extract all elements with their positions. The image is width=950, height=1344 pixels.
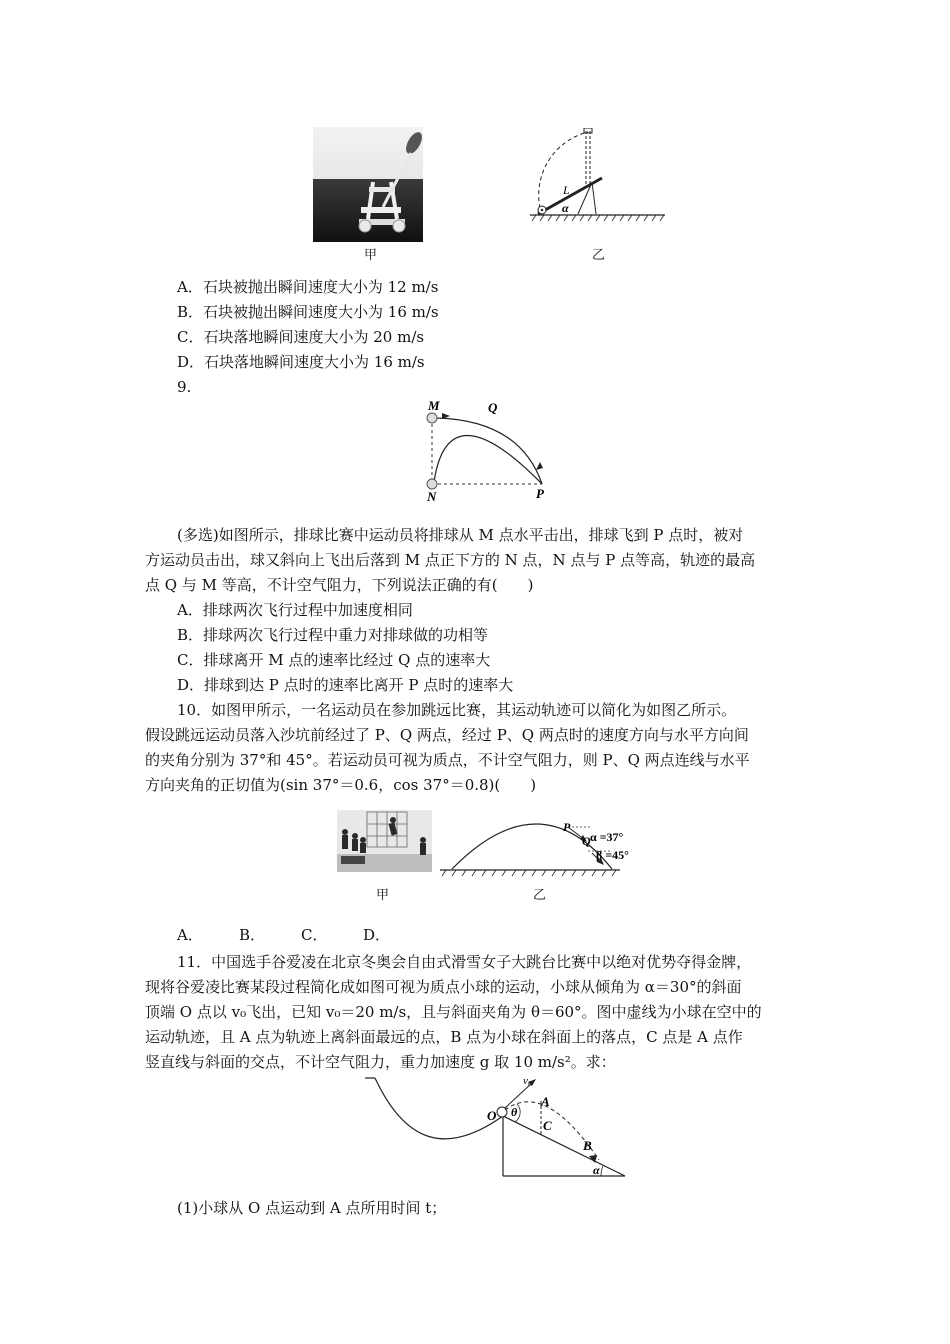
fig10-left-caption: 甲 xyxy=(376,888,390,903)
q10-stem-4: 方向夹角的正切值为(sin 37°＝0.6，cos 37°＝0.8)( ) xyxy=(145,776,537,794)
q9-number: 9. xyxy=(177,378,192,396)
label-alpha: α xyxy=(562,201,569,215)
q10-option-a: A． xyxy=(177,926,203,944)
q11-stem-2: 现将谷爱凌比赛某段过程简化成如图可视为质点小球的运动，小球从倾角为 α＝30°的斜面 xyxy=(145,978,742,996)
label-theta: θ xyxy=(511,1105,518,1119)
q8-option-a: A．石块被抛出瞬间速度大小为 12 m/s xyxy=(177,278,439,296)
label-N: N xyxy=(427,489,437,503)
fig8-left-caption: 甲 xyxy=(364,248,378,263)
label-alpha: α =37° xyxy=(590,830,624,844)
q11-sub1: (1)小球从 O 点运动到 A 点所用时间 t； xyxy=(177,1199,447,1217)
q10-stem-3: 的夹角分别为 37°和 45°。若运动员可视为质点，不计空气阻力，则 P、Q 两点连线与水平 xyxy=(145,751,750,769)
q8-option-b: B．石块被抛出瞬间速度大小为 16 m/s xyxy=(177,303,439,321)
q11-stem-1: 11．中国选手谷爱凌在北京冬奥会自由式滑雪女子大跳台比赛中以绝对优势夺得金牌， xyxy=(177,953,752,971)
q11-stem-4: 运动轨迹，且 A 点为轨迹上离斜面最远的点，B 点为小球在斜面上的落点，C 点是 A 点作 xyxy=(145,1028,743,1046)
q10-stem-1: 10．如图甲所示，一名运动员在参加跳远比赛，其运动轨迹可以简化为如图乙所示。 xyxy=(177,701,737,719)
label-A: A xyxy=(541,1094,550,1109)
q11-stem-3: 顶端 O 点以 v₀飞出，已知 v₀＝20 m/s，且与斜面夹角为 θ＝60°。图中虚线为小球在空中的 xyxy=(145,1003,762,1021)
q8-option-d: D．石块落地瞬间速度大小为 16 m/s xyxy=(177,353,425,371)
q9-option-b: B．排球两次飞行过程中重力对排球做的功相等 xyxy=(177,626,489,644)
label-L: L xyxy=(563,183,570,197)
q9-option-d: D．排球到达 P 点时的速率比离开 P 点时的速率大 xyxy=(177,676,514,694)
long-jump-photo xyxy=(337,810,432,872)
label-P: P xyxy=(536,486,544,501)
volleyball-trajectory-figure xyxy=(420,398,560,503)
q10-option-c: C． xyxy=(301,926,328,944)
fig8-right-caption: 乙 xyxy=(592,248,606,263)
q9-stem-1: (多选)如图所示，排球比赛中运动员将排球从 M 点水平击出，排球飞到 P 点时，被对 xyxy=(177,526,744,544)
label-Q: Q xyxy=(488,400,498,415)
label-B: B xyxy=(583,1138,592,1153)
catapult-diagram xyxy=(530,128,670,228)
ski-jump-figure xyxy=(365,1072,635,1182)
q10-stem-2: 假设跳远运动员落入沙坑前经过了 P、Q 两点，经过 P、Q 两点时的速度方向与水平方向间 xyxy=(145,726,749,744)
q9-option-a: A．排球两次飞行过程中加速度相同 xyxy=(177,601,413,619)
label-P: P xyxy=(563,820,571,834)
label-v0: v₀ xyxy=(523,1075,532,1087)
label-C: C xyxy=(543,1118,552,1133)
label-alpha: α xyxy=(593,1163,600,1177)
label-M: M xyxy=(428,398,440,413)
q10-option-d: D． xyxy=(363,926,391,944)
q9-option-c: C．排球离开 M 点的速率比经过 Q 点的速率大 xyxy=(177,651,491,669)
catapult-photo xyxy=(313,127,423,242)
label-beta: β =45° xyxy=(596,848,629,862)
q8-option-c: C．石块落地瞬间速度大小为 20 m/s xyxy=(177,328,425,346)
q9-stem-2: 方运动员击出，球又斜向上飞出后落到 M 点正下方的 N 点，N 点与 P 点等高，轨迹的最高 xyxy=(145,551,756,569)
fig10-right-caption: 乙 xyxy=(533,888,547,903)
q9-stem-3: 点 Q 与 M 等高，不计空气阻力，下列说法正确的有( ) xyxy=(145,576,534,594)
label-O: O xyxy=(487,1108,497,1123)
q11-stem-5: 竖直线与斜面的交点，不计空气阻力，重力加速度 g 取 10 m/s²。求： xyxy=(145,1053,616,1071)
long-jump-trajectory-figure xyxy=(440,815,670,880)
label-Q: Q xyxy=(582,834,591,848)
q10-option-b: B． xyxy=(239,926,266,944)
